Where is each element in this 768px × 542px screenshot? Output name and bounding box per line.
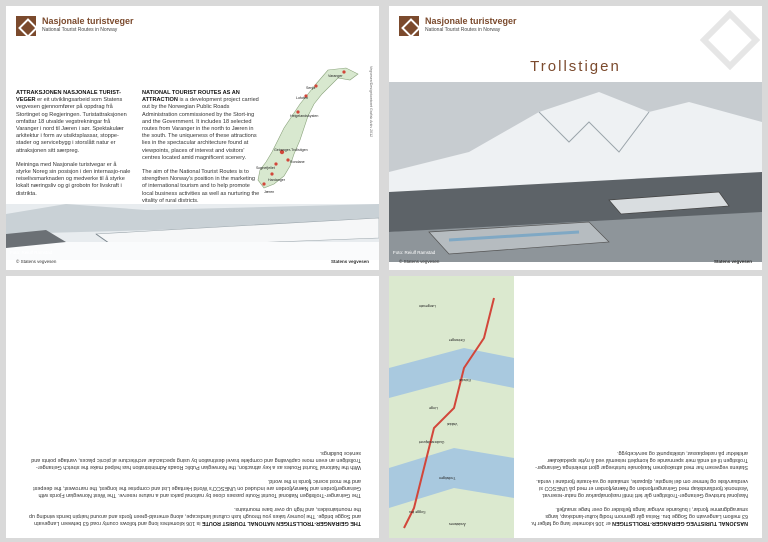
intro-text-no: er eit utviklingsarbeid som Statens vegvesen gjennomfører på oppdrag frå Stortinget og Regjeringen. Turistattraksjonen omfattar 18 utvalde vegstrekningar frå Varanger i nord til Jæren i sør. Spektakulær arkitektur i form av utsiktsplassar, stoppe-stader og servicebygg i storslått natur er attraksjonen sitt særpreg. (16, 97, 127, 154)
spread-left-page (6, 6, 379, 270)
map-label-geiranger-trollstigen: Geiranger-Trollstigen (274, 148, 308, 152)
photo-credit-right: Foto: Reiulf Ramstad (393, 250, 436, 255)
norwegian-route-text (528, 442, 748, 526)
back-right-page-inverted (389, 276, 762, 538)
map-label-sogge-bru: Sogge bru (409, 510, 426, 514)
route-intro-no: er 106 kilometer lang og følger fv. 63 mellom Langevatn og Sogge bru. Reisa går gjennom frodig kultur-landskap, langs smaragdgrønne fjordar, i bulkande svingar langs fjellsider og over høge snaufjell. (530, 506, 748, 526)
map-label-jaeren: Jæren (264, 190, 275, 194)
route-heading-en: THE GEIRANGER-TROLLSTIGEN NATIONAL TOURIST ROUTE (201, 520, 361, 526)
aim-text-no: Meininga med Nasjonale turistvegar er å styrke Noreg sin posisjon i den internasjo-nale reiselivsmarknaden og medverke til å styrke lokalt næringsliv og gi grobotn for livskraft i distrikta. (16, 161, 131, 197)
english-route-text (25, 442, 361, 526)
intro-heading-en: NATIONAL TOURIST ROUTES AS AN ATTRACTION (142, 90, 240, 104)
aim-text-en: The aim of the National Tourist Routes is to strengthen Norway's position in the marketing of international tourism and to help promote local business activities as well as nurturing the vitality of rural districts. (142, 169, 260, 204)
map-label-lofoten: Lofoten (296, 96, 308, 100)
map-label-hardanger: Hardanger (268, 178, 285, 182)
route-architecture-no: Statens vegvesen har med attraksjonen Nasjonale turistvegar gjort strekninga Geiranger-Trollstigen til eit endå meir spennande og komplett reisemål ved å nytte spektakulær arkitektur på rasteplassar, utsiktspunkt og servicebygg. (535, 450, 748, 470)
map-label-andalsnes: Åndalsnes (449, 522, 466, 526)
photo-credit-left: Foto: Reiulf Ramstad (10, 250, 53, 255)
nasjonale-turistveger-logo (16, 16, 36, 36)
route-marker-hardanger (270, 172, 273, 175)
route-heading-no: NASJONAL TURISTVEG GEIRANGER-TROLLSTIGEN (612, 520, 748, 526)
route-parks-en: The Geiranger-Trollstigen National Tourist Route passes close by national parks and a nature reserve. The West Norwegian Fjords with Geirangerfjorden and Nærøyfjorden are included on UNESCO's World Heritage List and comprise the longest, the narrowest, the deepest and the most scenic fjords in the world. (33, 478, 361, 498)
route-marker-jaeren (262, 182, 265, 185)
route-architecture-en: With the National Tourist Routes as a key attraction, the Norwegian Public Roads Administration has helped make the stretch Geiranger-Trollstigen an even more captivating and complete travel destination by using spectacular architecture at picnic places, vantage points and service buildings. (31, 450, 361, 470)
map-label-helgeland: Helgelandskysten (290, 114, 319, 118)
page-title-trollstigen: Trollstigen (530, 58, 621, 75)
intro-text-en: is a development project carried out by the Norwegian Public Roads Administration commissioned by the Stort-ing and the Government. It includes 18 selected routes from Varanger in the north to Jæren in the south. The uniqueness of these attractions lies in the spectacular architecture found at viewpoints, places of interest and visitors' centres located amid magnificent scenery. (142, 97, 259, 161)
trollstigen-platform-photo-winter (6, 204, 379, 260)
map-label-geiranger: Geiranger (449, 338, 465, 342)
winter-scene-graphic (6, 204, 379, 260)
map-label-sognefjellet: Sognefjellet (256, 166, 275, 170)
footer-publisher: Statens vegvesen (330, 259, 369, 264)
route-parks-no: Nasjonal turistveg Geiranger-Trollstigen går tett inntil nasjonalparkar og natur-reservat. Vestnorsk fjordlandskap med Geirangerfjorden og Nærøyfjorden er med på UNESCO si verdsarvliste og femner om dei lengste, djupaste, smalaste og va-kraste fjordane i verda. (536, 478, 748, 498)
brand-name: Nasjonale turistveger (425, 16, 517, 26)
map-label-senja: Senja (306, 86, 316, 90)
back-left-page-inverted (6, 276, 379, 538)
map-label-trollstigen: Trollstigen (439, 476, 456, 480)
brand-subtitle: National Tourist Routes in Norway (425, 27, 501, 33)
geiranger-trollstigen-route-map (389, 276, 514, 538)
map-label-rondane: Rondane (290, 160, 305, 164)
mountain-platform-graphic (389, 82, 762, 262)
map-label-linge: Linge (429, 406, 438, 410)
footer-copyright: © Statens vegvesen (399, 259, 440, 264)
vertical-print-info: Vegvesen/Designkontoret Grafisk Arkiv 2012 (369, 66, 373, 138)
brand-name: Nasjonale turistveger (42, 16, 134, 26)
route-intro-en: is 106 kilometres long and follows county road 63 between Langevatn and Sogge bridge. The journey takes you through lush cultural landscape, along emerald-green fjords and around hairpin bends winding up the mountainsides, and high up over bare mountains. (29, 506, 361, 526)
intro-heading-no: ATTRAKSJONEN NASJONALE TURIST-VEGER (16, 90, 121, 104)
map-label-langevatn: Langevatn (419, 304, 436, 308)
spread-right-page (389, 6, 762, 270)
map-label-gudbrandsjuvet: Gudbrandsjuvet (419, 440, 445, 444)
nasjonale-turistveger-logo (399, 16, 419, 36)
trollstigen-platform-photo (389, 82, 762, 262)
map-label-eidsdal: Eidsdal (459, 378, 471, 382)
brand-subtitle: National Tourist Routes in Norway (42, 27, 118, 33)
footer-publisher: Statens vegvesen (713, 259, 752, 264)
footer-copyright: © Statens vegvesen (16, 259, 57, 264)
map-label-varanger: Varanger (328, 74, 343, 78)
map-label-valldal: Valldal (447, 422, 458, 426)
